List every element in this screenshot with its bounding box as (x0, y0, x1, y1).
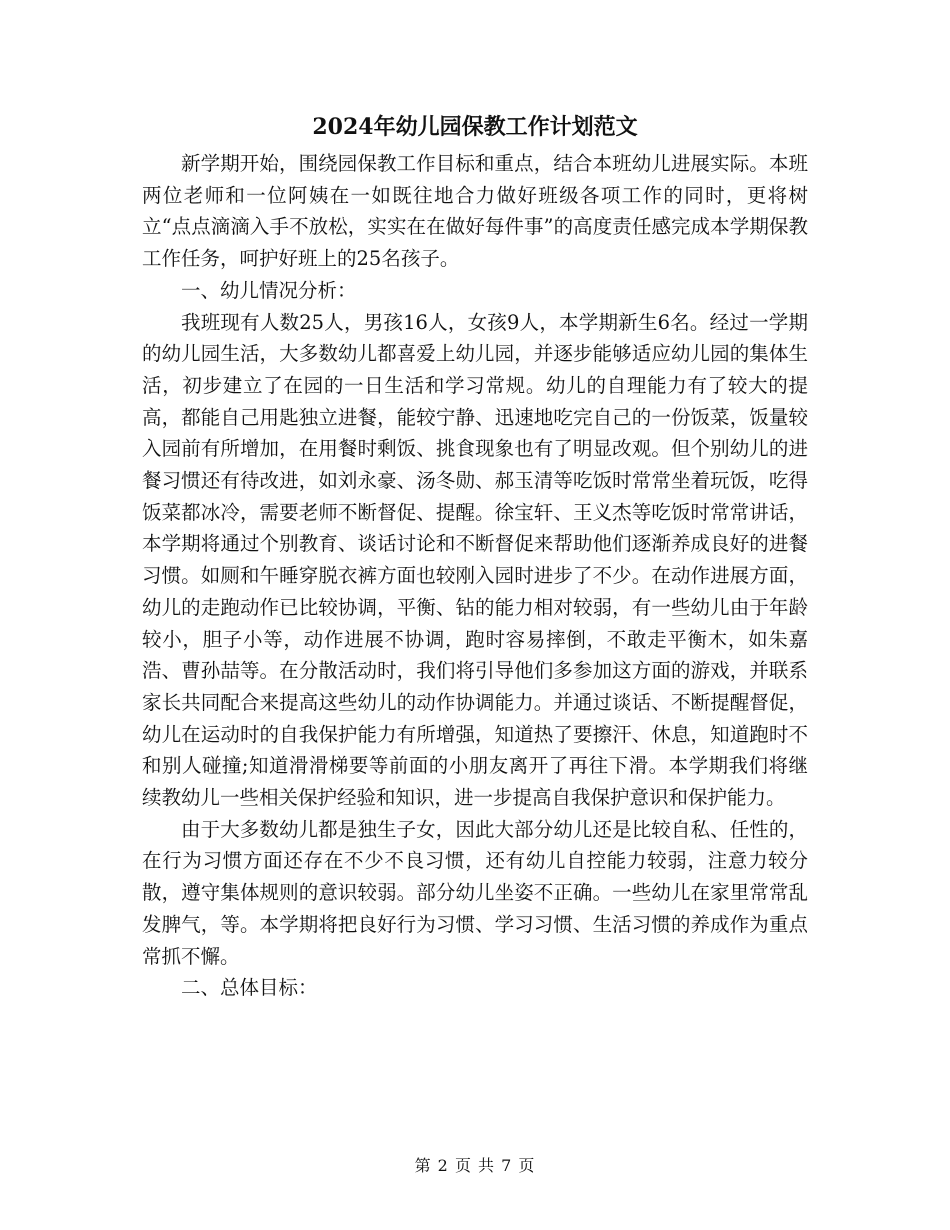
section-heading-child-analysis: 一、幼儿情况分析： (181, 278, 357, 302)
page-number-footer: 第 2 页 共 7 页 (414, 1156, 536, 1175)
document-body (142, 148, 808, 1004)
section-heading-overall-goals: 二、总体目标： (181, 976, 318, 1000)
document-title: 2024年幼儿园保教工作计划范文 (312, 114, 638, 140)
paragraph-child-situation: 我班现有人数25人，男孩16人，女孩9人，本学期新生6名。经过一学期的幼儿园生活，大多数幼儿都喜爱上幼儿园，并逐步能够适应幼儿园的集体生活，初步建立了在园的一日生活和学习常规。幼儿的自理能力有了较大的提高，都能自己用匙独立进餐，能较宁静、迅速地吃完自己的一份饭菜，饭量较入园前有所增加，在用餐时剩饭、挑食现象也有了明显改观。但个别幼儿的进餐习惯还有待改进，如刘永豪、汤冬勋、郝玉清等吃饭时常常坐着玩饭，吃得饭菜都冰冷，需要老师不断督促、提醒。徐宝轩、王义杰等吃饭时常常讲话，本学期将通过个别教育、谈话讨论和不断督促来帮助他们逐渐养成良好的进餐习惯。如厕和午睡穿脱衣裤方面也较刚入园时进步了不少。在动作进展方面，幼儿的走跑动作已比较协调，平衡、钻的能力相对较弱，有一些幼儿由于年龄较小，胆子小等，动作进展不协调，跑时容易摔倒，不敢走平衡木，如朱嘉浩、曹孙喆等。在分散活动时，我们将引导他们多参加这方面的游戏，并联系家长共同配合来提高这些幼儿的动作协调能力。并通过谈话、不断提醒督促，幼儿在运动时的自我保护能力有所增强，知道热了要擦汗、休息，知道跑时不和别人碰撞;知道滑滑梯要等前面的小朋友离开了再往下滑。本学期我们将继续教幼儿一些相关保护经验和知识，进一步提高自我保护意识和保护能力。 (142, 310, 808, 810)
paragraph-behavior-habits: 由于大多数幼儿都是独生子女，因此大部分幼儿还是比较自私、任性的，在行为习惯方面还存在不少不良习惯，还有幼儿自控能力较弱，注意力较分散，遵守集体规则的意识较弱。部分幼儿坐姿不正确。一些幼儿在家里常常乱发脾气，等。本学期将把良好行为习惯、学习习惯、生活习惯的养成作为重点常抓不懈。 (142, 817, 808, 968)
paragraph-intro: 新学期开始，围绕园保教工作目标和重点，结合本班幼儿进展实际。本班两位老师和一位阿姨在一如既往地合力做好班级各项工作的同时，更将树立“点点滴滴入手不放松，实实在在做好每件事”的高度责任感完成本学期保教工作任务，呵护好班上的25名孩子。 (142, 152, 808, 271)
